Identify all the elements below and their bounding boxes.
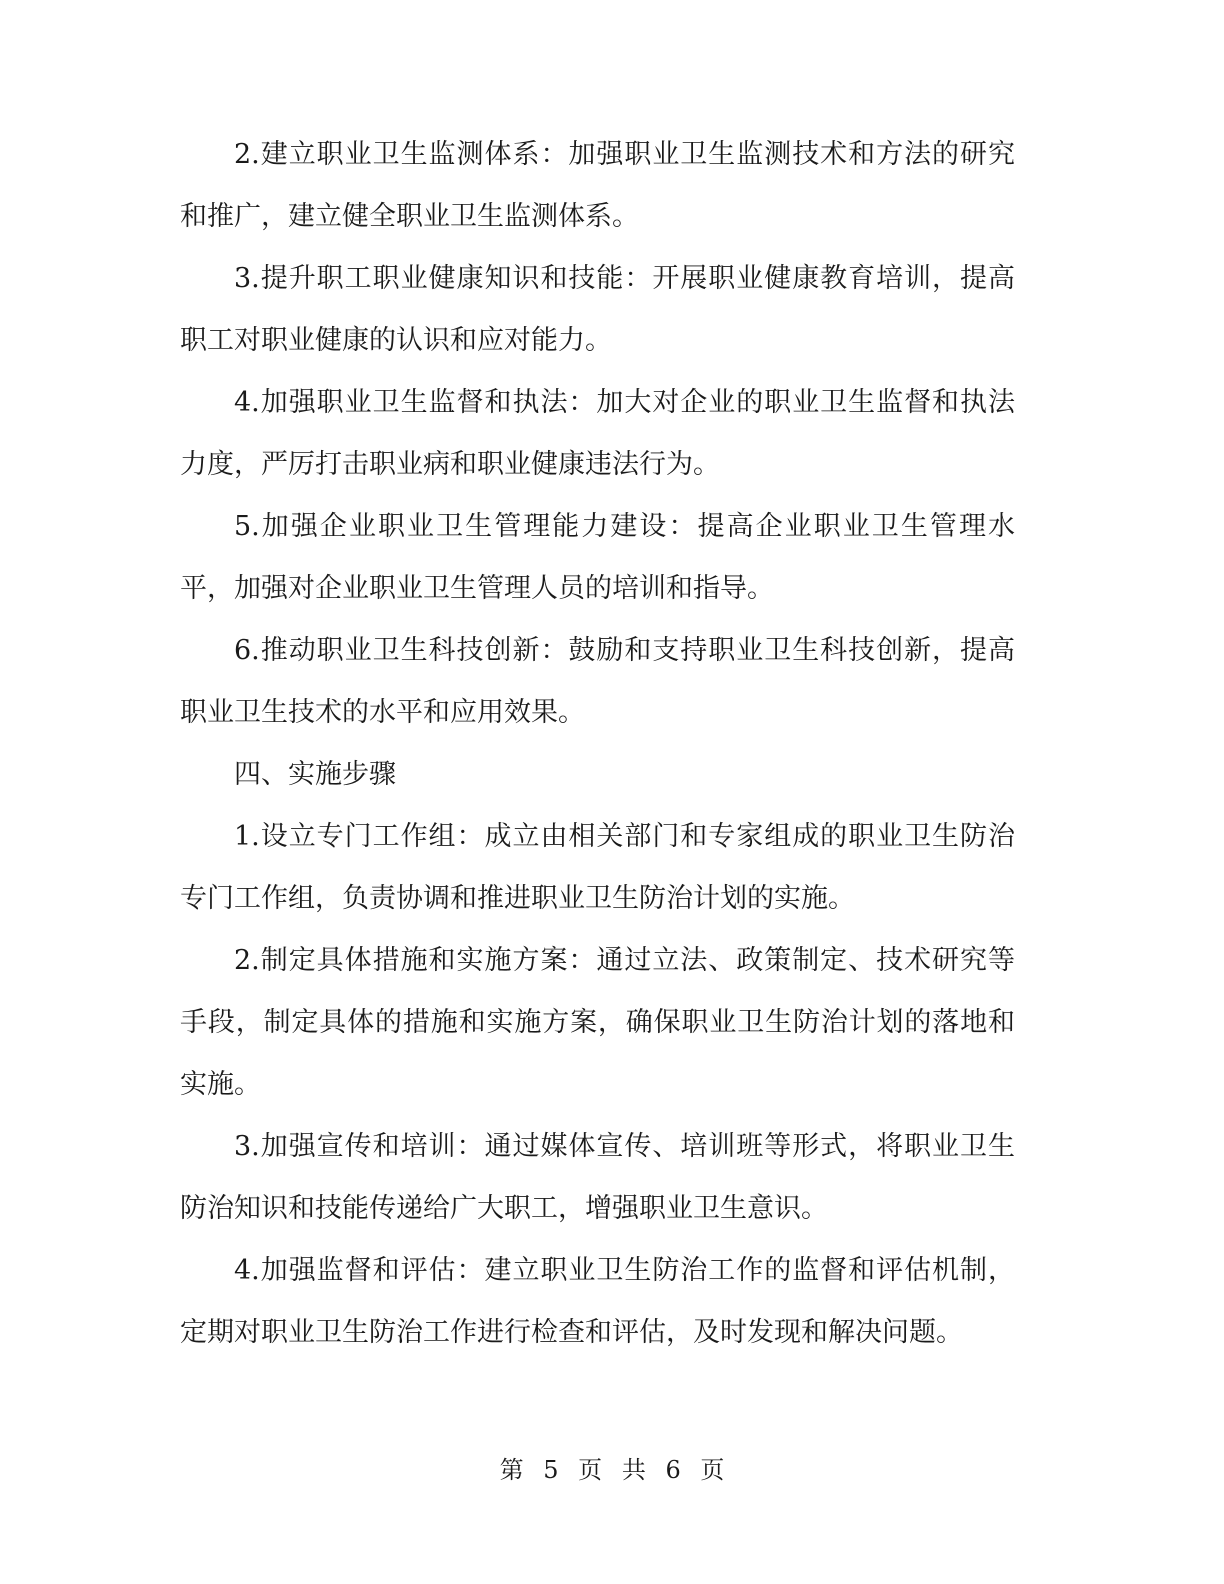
footer-total-pages: 6 [665,1456,681,1484]
footer-prefix: 第 [499,1456,524,1484]
paragraph-working-group: 1.设立专门工作组：成立由相关部门和专家组成的职业卫生防治专门工作组，负责协调和推进职业卫生防治计划的实施。 [180,821,1015,914]
paragraph-monitoring-system: 2.建立职业卫生监测体系：加强职业卫生监测技术和方法的研究和推广，建立健全职业卫生监测体系。 [180,139,1015,232]
footer-suffix: 页 [700,1456,725,1484]
paragraph-management-capacity: 5.加强企业职业卫生管理能力建设：提高企业职业卫生管理水平，加强对企业职业卫生管理人员的培训和指导。 [180,511,1015,604]
section-heading-implementation-steps: 四、实施步骤 [234,759,396,790]
paragraph-health-knowledge: 3.提升职工职业健康知识和技能：开展职业健康教育培训，提高职工对职业健康的认识和应对能力。 [180,263,1015,356]
paragraph-supervision-enforcement: 4.加强职业卫生监督和执法：加大对企业的职业卫生监督和执法力度，严厉打击职业病和职业健康违法行为。 [180,387,1015,480]
paragraph-measures-plan: 2.制定具体措施和实施方案：通过立法、政策制定、技术研究等手段，制定具体的措施和实施方案，确保职业卫生防治计划的落地和实施。 [180,945,1015,1100]
paragraph-tech-innovation: 6.推动职业卫生科技创新：鼓励和支持职业卫生科技创新，提高职业卫生技术的水平和应用效果。 [180,635,1015,728]
document-body [180,124,1015,1364]
footer-total-word: 共 [621,1456,646,1484]
paragraph-supervision-evaluation: 4.加强监督和评估：建立职业卫生防治工作的监督和评估机制，定期对职业卫生防治工作进行检查和评估，及时发现和解决问题。 [180,1255,1015,1348]
paragraph-publicity-training: 3.加强宣传和培训：通过媒体宣传、培训班等形式，将职业卫生防治知识和技能传递给广大职工，增强职业卫生意识。 [180,1131,1015,1224]
footer-current-page: 5 [543,1456,559,1484]
page-footer [0,1450,1224,1490]
footer-page-word: 页 [578,1456,603,1484]
